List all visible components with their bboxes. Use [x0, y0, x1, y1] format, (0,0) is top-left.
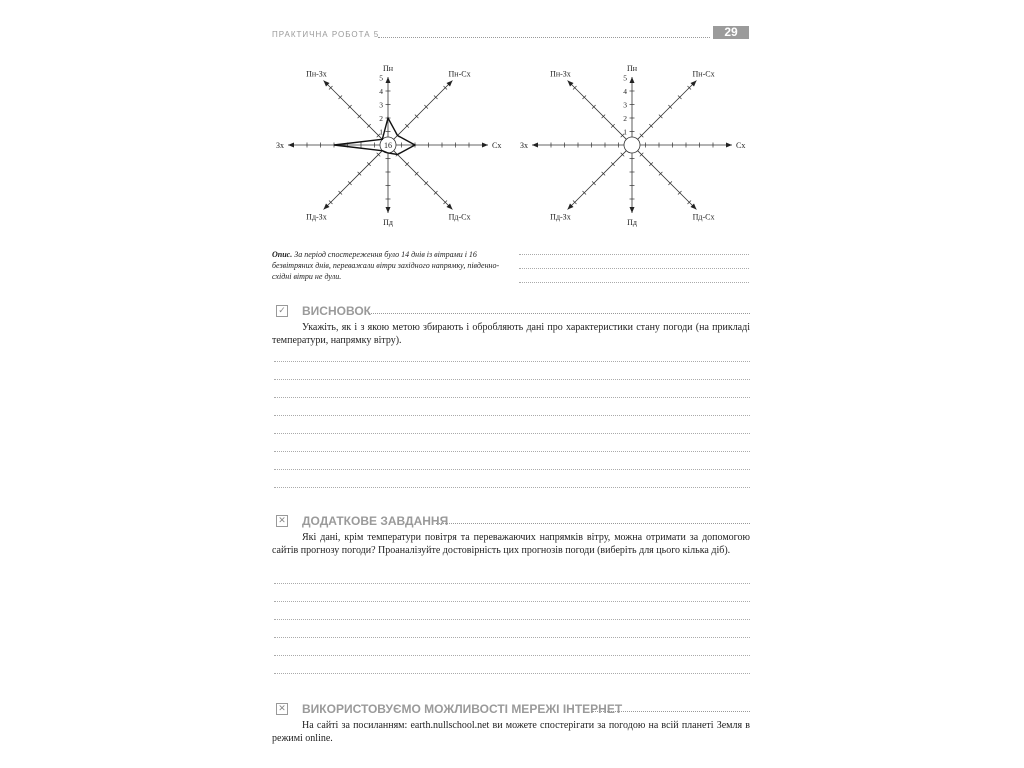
right-rose-label-sw: Пд-Зх — [550, 212, 571, 222]
heading-dotted-rule — [592, 711, 750, 712]
left-rose-tick-label: 4 — [379, 87, 383, 96]
left-rose-wind-polygon — [334, 118, 415, 155]
answer-line[interactable] — [274, 397, 750, 398]
left-rose-tick-label: 2 — [379, 114, 383, 123]
left-rose-label-nw: Пн-Зх — [306, 69, 327, 79]
left-rose-arrow-e — [482, 143, 488, 148]
answer-line[interactable] — [274, 583, 750, 584]
description-label: Опис. — [272, 250, 293, 259]
conclusion-heading — [276, 304, 750, 320]
right-rose-arrow-s — [630, 207, 635, 213]
right-rose-label-s: Пд — [627, 218, 637, 227]
right-rose-axis-se — [638, 151, 697, 210]
left-rose-label-se: Пд-Сх — [448, 212, 471, 222]
right-rose-arrow-w — [532, 143, 538, 148]
conclusion-title: ВИСНОВОК — [302, 304, 371, 318]
description-text: За період спостереження було 14 днів із вітрами і 16 безвітряних днів, переважали вітри західного напрямку, південно-східні вітри не дули. — [272, 250, 500, 281]
answer-line[interactable] — [274, 601, 750, 602]
heading-dotted-rule — [368, 313, 750, 314]
right-rose-label-n: Пн — [626, 64, 638, 73]
right-rose-tick-label: 1 — [623, 127, 627, 137]
answer-line[interactable] — [274, 361, 750, 362]
answer-line[interactable] — [274, 655, 750, 656]
answer-line[interactable] — [519, 268, 749, 269]
answer-line[interactable] — [519, 254, 749, 255]
conclusion-text: Укажіть, як і з якою метою збирають і обробляють дані про характеристики стану погоди (на прикладі температури, напрямку вітру). — [272, 322, 750, 346]
rose-description — [272, 249, 508, 282]
right-rose-tick-label: 5 — [623, 73, 627, 83]
left-rose-axis-sw — [324, 151, 383, 210]
right-rose-tick-label: 2 — [623, 114, 627, 123]
left-rose-arrow-n — [386, 77, 391, 83]
description-answer-lines[interactable] — [519, 254, 749, 283]
left-rose-arrow-s — [386, 207, 391, 213]
right-rose-axis-sw — [568, 151, 627, 210]
answer-line[interactable] — [274, 433, 750, 434]
answer-line[interactable] — [274, 379, 750, 380]
extra-task-heading — [276, 514, 750, 530]
wind-rose-diagrams — [0, 0, 1024, 250]
right-rose-axis-ne — [638, 81, 697, 140]
heading-dotted-rule — [436, 523, 750, 524]
right-rose-tick-label: 4 — [623, 87, 627, 96]
right-rose-label-ne: Пн-Сх — [692, 69, 715, 79]
answer-line[interactable] — [274, 637, 750, 638]
answer-line[interactable] — [274, 415, 750, 416]
right-rose-arrow-n — [630, 77, 635, 83]
left-rose-label-ne: Пн-Сх — [448, 69, 471, 79]
checkbox-x-icon: ✕ — [276, 515, 288, 527]
left-rose-arrow-w — [288, 143, 294, 148]
right-rose-label-e: Сх — [736, 141, 746, 150]
answer-line[interactable] — [274, 451, 750, 452]
extra-task-title: ДОДАТКОВЕ ЗАВДАННЯ — [302, 514, 449, 528]
left-rose-calm-days: 16 — [384, 141, 392, 150]
left-rose-tick-label: 3 — [379, 100, 383, 110]
answer-line[interactable] — [274, 619, 750, 620]
answer-line[interactable] — [519, 282, 749, 283]
right-rose-calm-circle — [624, 137, 640, 153]
left-rose-label-s: Пд — [383, 218, 393, 227]
extra-task-text: Які дані, крім температури повітря та переважаючих напрямків вітру, можна отримати за допомогою сайтів прогнозу погоди? Проаналізуйте достовірність цих прогнозів погоди (виберіть для цього кілька діб). — [272, 532, 750, 556]
running-header-title: ПРАКТИЧНА РОБОТА 5 — [272, 30, 380, 39]
left-rose-tick-label: 1 — [379, 127, 383, 137]
left-rose-label-e: Сх — [492, 141, 502, 150]
left-rose-label-w: Зх — [275, 141, 284, 150]
left-rose-axis-ne — [394, 81, 453, 140]
left-rose-axis-se — [394, 151, 453, 210]
right-rose-label-se: Пд-Сх — [692, 212, 715, 222]
answer-line[interactable] — [274, 469, 750, 470]
left-rose-tick-label: 5 — [379, 73, 383, 83]
conclusion-prompt — [272, 322, 750, 347]
answer-line[interactable] — [274, 487, 750, 488]
extra-task-prompt — [272, 532, 750, 557]
left-rose-label-n: Пн — [382, 64, 394, 73]
internet-title: ВИКОРИСТОВУЄМО МОЖЛИВОСТІ МЕРЕЖІ ІНТЕРНЕТ — [302, 702, 623, 716]
left-rose-label-sw: Пд-Зх — [306, 212, 327, 222]
right-rose-label-w: Зх — [519, 141, 528, 150]
internet-heading — [276, 702, 750, 718]
right-rose-tick-label: 3 — [623, 100, 627, 110]
right-rose-label-nw: Пн-Зх — [550, 69, 571, 79]
conclusion-answer-lines[interactable] — [274, 361, 750, 488]
answer-line[interactable] — [274, 673, 750, 674]
internet-prompt — [272, 720, 750, 745]
left-rose-axis-nw — [324, 81, 383, 140]
extra-task-answer-lines[interactable] — [274, 583, 750, 674]
page-number-badge: 29 — [713, 26, 749, 39]
checkbox-icon: ✓ — [276, 305, 288, 317]
right-rose-axis-nw — [568, 81, 627, 140]
right-rose-arrow-e — [726, 143, 732, 148]
checkbox-x-icon: ✕ — [276, 703, 288, 715]
internet-text: На сайті за посиланням: earth.nullschool.net ви можете спостерігати за погодою на всій планеті Земля в режимі online. — [272, 720, 750, 744]
